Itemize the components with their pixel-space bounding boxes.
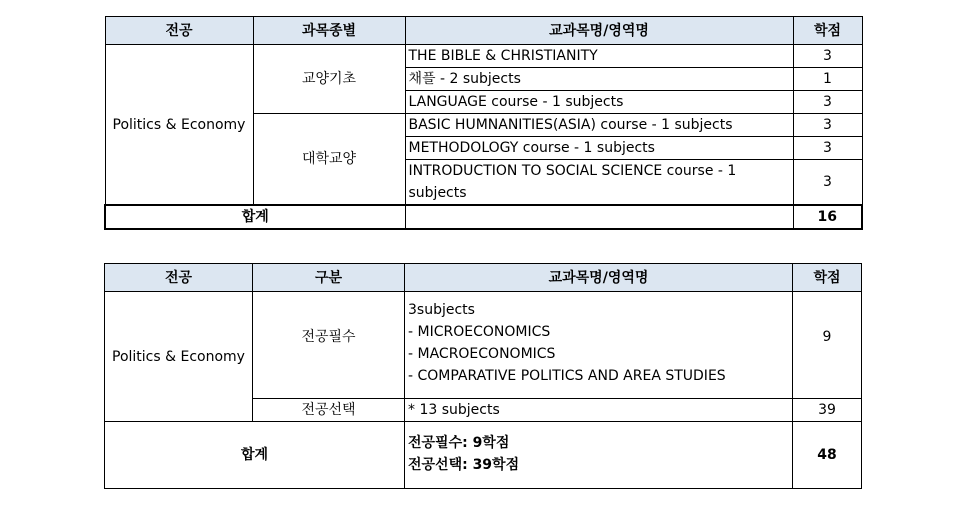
credit-cell: 3	[793, 45, 862, 68]
total-summary-line: 전공필수: 9학점	[408, 435, 510, 451]
course-list-cell	[405, 292, 793, 399]
course-list-item: 3subjects	[408, 302, 475, 318]
credit-cell: 1	[793, 68, 862, 91]
course-name-cell: METHODOLOGY course - 1 subjects	[405, 137, 793, 160]
total-summary-cell	[405, 422, 793, 489]
table-row	[105, 45, 862, 68]
total-credit: 16	[793, 205, 862, 229]
credit-cell: 3	[793, 137, 862, 160]
total-credit: 48	[793, 422, 862, 489]
table-header-row	[105, 264, 862, 292]
category-cell: 전공선택	[253, 399, 405, 422]
credit-cell: 3	[793, 114, 862, 137]
table-header-row	[105, 17, 862, 45]
course-name-cell: LANGUAGE course - 1 subjects	[405, 91, 793, 114]
total-course-name-cell	[405, 205, 793, 229]
credit-cell: 39	[793, 399, 862, 422]
course-name-cell: THE BIBLE & CHRISTIANITY	[405, 45, 793, 68]
credit-cell: 9	[793, 292, 862, 399]
header-credit: 학점	[793, 17, 862, 45]
course-name-cell: BASIC HUMNANITIES(ASIA) course - 1 subjects	[405, 114, 793, 137]
header-course-name: 교과목명/영역명	[405, 264, 793, 292]
header-credit: 학점	[793, 264, 862, 292]
major-cell: Politics & Economy	[105, 292, 253, 422]
course-type-cell: 교양기초	[253, 45, 405, 114]
table-row	[105, 292, 862, 399]
header-major: 전공	[105, 264, 253, 292]
course-name-cell: INTRODUCTION TO SOCIAL SCIENCE course - 1 subjects	[405, 160, 793, 206]
header-course-name: 교과목명/영역명	[405, 17, 793, 45]
course-list-item: - COMPARATIVE POLITICS AND AREA STUDIES	[408, 368, 726, 384]
total-summary-line: 전공선택: 39학점	[408, 457, 520, 473]
course-list-item: - MICROECONOMICS	[408, 324, 551, 340]
course-list-item: - MACROECONOMICS	[408, 346, 556, 362]
curriculum-liberal-arts-table	[104, 16, 863, 230]
total-row	[105, 205, 862, 229]
curriculum-major-table	[104, 263, 862, 489]
header-category: 구분	[253, 264, 405, 292]
course-name-cell: * 13 subjects	[405, 399, 793, 422]
total-label: 합계	[105, 422, 405, 489]
major-cell: Politics & Economy	[105, 45, 253, 206]
header-course-type: 과목종별	[253, 17, 405, 45]
category-cell: 전공필수	[253, 292, 405, 399]
credit-cell: 3	[793, 91, 862, 114]
course-type-cell: 대학교양	[253, 114, 405, 206]
course-name-cell: 채플 - 2 subjects	[405, 68, 793, 91]
header-major: 전공	[105, 17, 253, 45]
credit-cell: 3	[793, 160, 862, 206]
total-row	[105, 422, 862, 489]
total-label: 합계	[105, 205, 405, 229]
